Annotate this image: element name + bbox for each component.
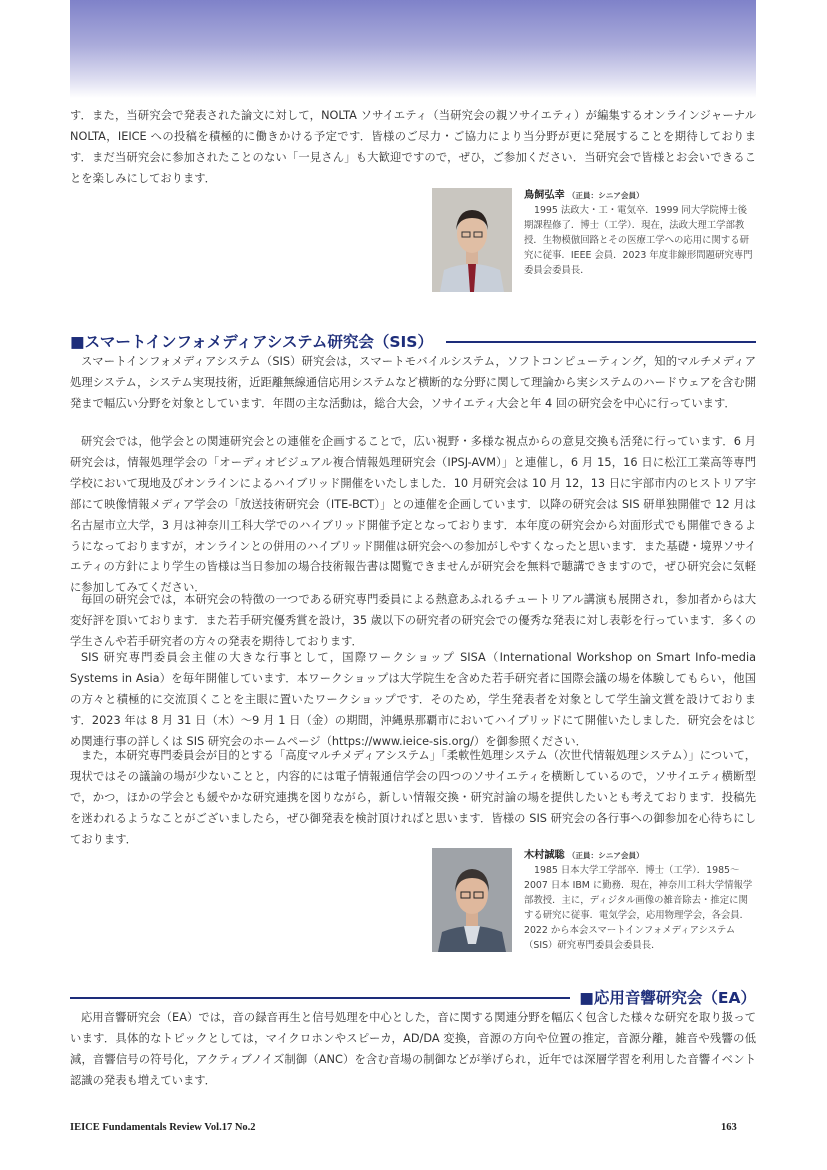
sis-paragraph-4: SIS 研究専門委員会主催の大きな行事として，国際ワークショップ SISA（International Workshop on Smart Info-media Systems in Asia）を毎年開催しています．本ワークショップは大学院生を含めた若手研究者に国際会議の場を体験してもらい，他国の方々と積極的に交流頂くことを主眼に置いたワークショップです．そのため，学生発表者を対象として学生論文賞を設けております．2023 年は 8 月 31 日（木）～9 月 1 日（金）の期間，沖縄県那覇市においてハイブリッドにて開催いたしました．研究会をはじめ関連行事の詳しくは SIS 研究会のホームページ（https://www.ieice-sis.org/）を御参照ください． [70,651,756,748]
portrait-photo-torikai [432,188,512,292]
footer-journal: IEICE Fundamentals Review Vol.17 No.2 [70,1122,256,1133]
bio-name: 鳥飼弘幸 [524,190,565,201]
bio-name: 木村誠聡 [524,850,565,861]
section-rule [70,997,570,999]
intro-paragraph: す．また，当研究会で発表された論文に対して，NOLTA ソサイエティ（当研究会の親ソサイエティ）が編集するオンラインジャーナル NOLTA，IEICE への投稿を積極的に働きかける予定です．皆様のご尽力・ご協力により当分野が更に発展することを期待しております．まだ当研究会に参加されたことのない「一見さん」も大歓迎ですので，ぜひ，ご参加ください．当研究会で皆様とお会いできることを楽しみにしております． [70,109,756,185]
bio-text: 1995 法政大・工・電気卒．1999 同大学院博士後期課程修了．博士（工学）．現在，法政大理工学部教授．生物模倣回路とその医療工学への応用に関する研究に従事．IEEE 会員．2023 年度非線形問題研究専門委員会委員長． [524,205,753,276]
section-title: ■応用音響研究会（EA） [579,989,756,1007]
bio-text: 1985 日本大学工学部卒．博士（工学）．1985～2007 日本 IBM に勤務．現在，神奈川工科大学情報学部教授．主に，ディジタル画像の雑音除去・推定に関する研究に従事．電気学会，応用物理学会，各会員．2022 から本会スマートインフォメディアシステム（SIS）研究専門委員会委員長． [524,865,753,951]
section-title: ■スマートインフォメディアシステム研究会（SIS） [70,333,433,351]
section-heading-sis [70,330,756,354]
sis-paragraph-5: また，本研究専門委員会が目的とする「高度マルチメディアシステム」「柔軟性処理システム（次世代情報処理システム）」について，現状ではその議論の場が少ないことと，内容的には電子情報通信学会の四つのソサイエティを横断しているので，ソサイエティ横断型で，かつ，ほかの学会とも緩やかな研究連携を図りながら，新しい情報交換・研究討論の場を提供したいとも考えております．投稿先を迷われるようなことがございましたら，ぜひ御発表を検討頂ければと思います．皆様の SIS 研究会の各行事への御参加を心待ちにしております． [70,749,756,846]
sis-paragraph-2: 研究会では，他学会との関連研究会との連催を企画することで，広い視野・多様な視点からの意見交換も活発に行っています．6 月研究会は，情報処理学会の「オーディオビジュアル複合情報処理研究会（IPSJ-AVM）」と連催し，6 月 15，16 日に松江工業高等専門学校において現地及びオンラインによるハイブリッド開催をいたしました．10 月研究会は 10 月 12，13 日に宇部市内のヒストリア宇部にて映像情報メディア学会の「放送技術研究会（ITE-BCT）」との連催を企画しています．以降の研究会は SIS 研単独開催で 12 月は名古屋市立大学，3 月は神奈川工科大学でのハイブリッド開催予定となっております．本年度の研究会から対面形式でも開催できるようになっておりますが，オンラインとの併用のハイブリッド開催は研究会への参加がしやすくなったと思います．また基礎・境界ソサイエティの方針により学生の皆様は当日参加の場合技術報告書は閲覧できませんが研究会を無料で聴講できますので，ぜひ研究会に気軽に参加してみてください． [70,435,756,595]
bio-torikai [524,188,756,278]
sis-paragraph-3: 毎回の研究会では，本研究会の特徴の一つである研究専門委員による熱意あふれるチュートリアル講演も展開され，参加者からは大変好評を頂いております．また若手研究優秀賞を設け，35 歳以下の研究者の研究会での優秀な発表に対し表彰を行っています．多くの学生さんや若手研究者の方々の発表を期待しております． [70,593,756,648]
bio-role: （正員：シニア会員） [567,191,644,200]
header-gradient-band [70,0,756,98]
sis-paragraph-1: スマートインフォメディアシステム（SIS）研究会は，スマートモバイルシステム，ソフトコンピューティング，知的マルチメディア処理システム，システム実現技術，近距離無線通信応用システムなど横断的な分野に関して理論から実システムのハードウェアを含む開発まで幅広い分野を対象としています．年間の主な活動は，総合大会，ソサイエティ大会と年 4 回の研究会を中心に行っています． [70,355,756,410]
bio-role: （正員：シニア会員） [567,851,644,860]
footer-page-number: 163 [721,1122,737,1133]
section-heading-ea [70,986,756,1010]
bio-kimura [524,848,756,953]
portrait-photo-kimura [432,848,512,952]
section-rule [446,341,756,343]
ea-paragraph: 応用音響研究会（EA）では，音の録音再生と信号処理を中心とした，音に関する関連分野を幅広く包含した様々な研究を取り扱っています．具体的なトピックとしては，マイクロホンやスピーカ，AD/DA 変換，音源の方向や位置の推定，音源分離，雑音や残響の低減，音響信号の符号化，アクティブノイズ制御（ANC）を含む音場の制御などが挙げられ，近年では深層学習を利用した音響イベント認識の発表も増えています． [70,1011,756,1087]
